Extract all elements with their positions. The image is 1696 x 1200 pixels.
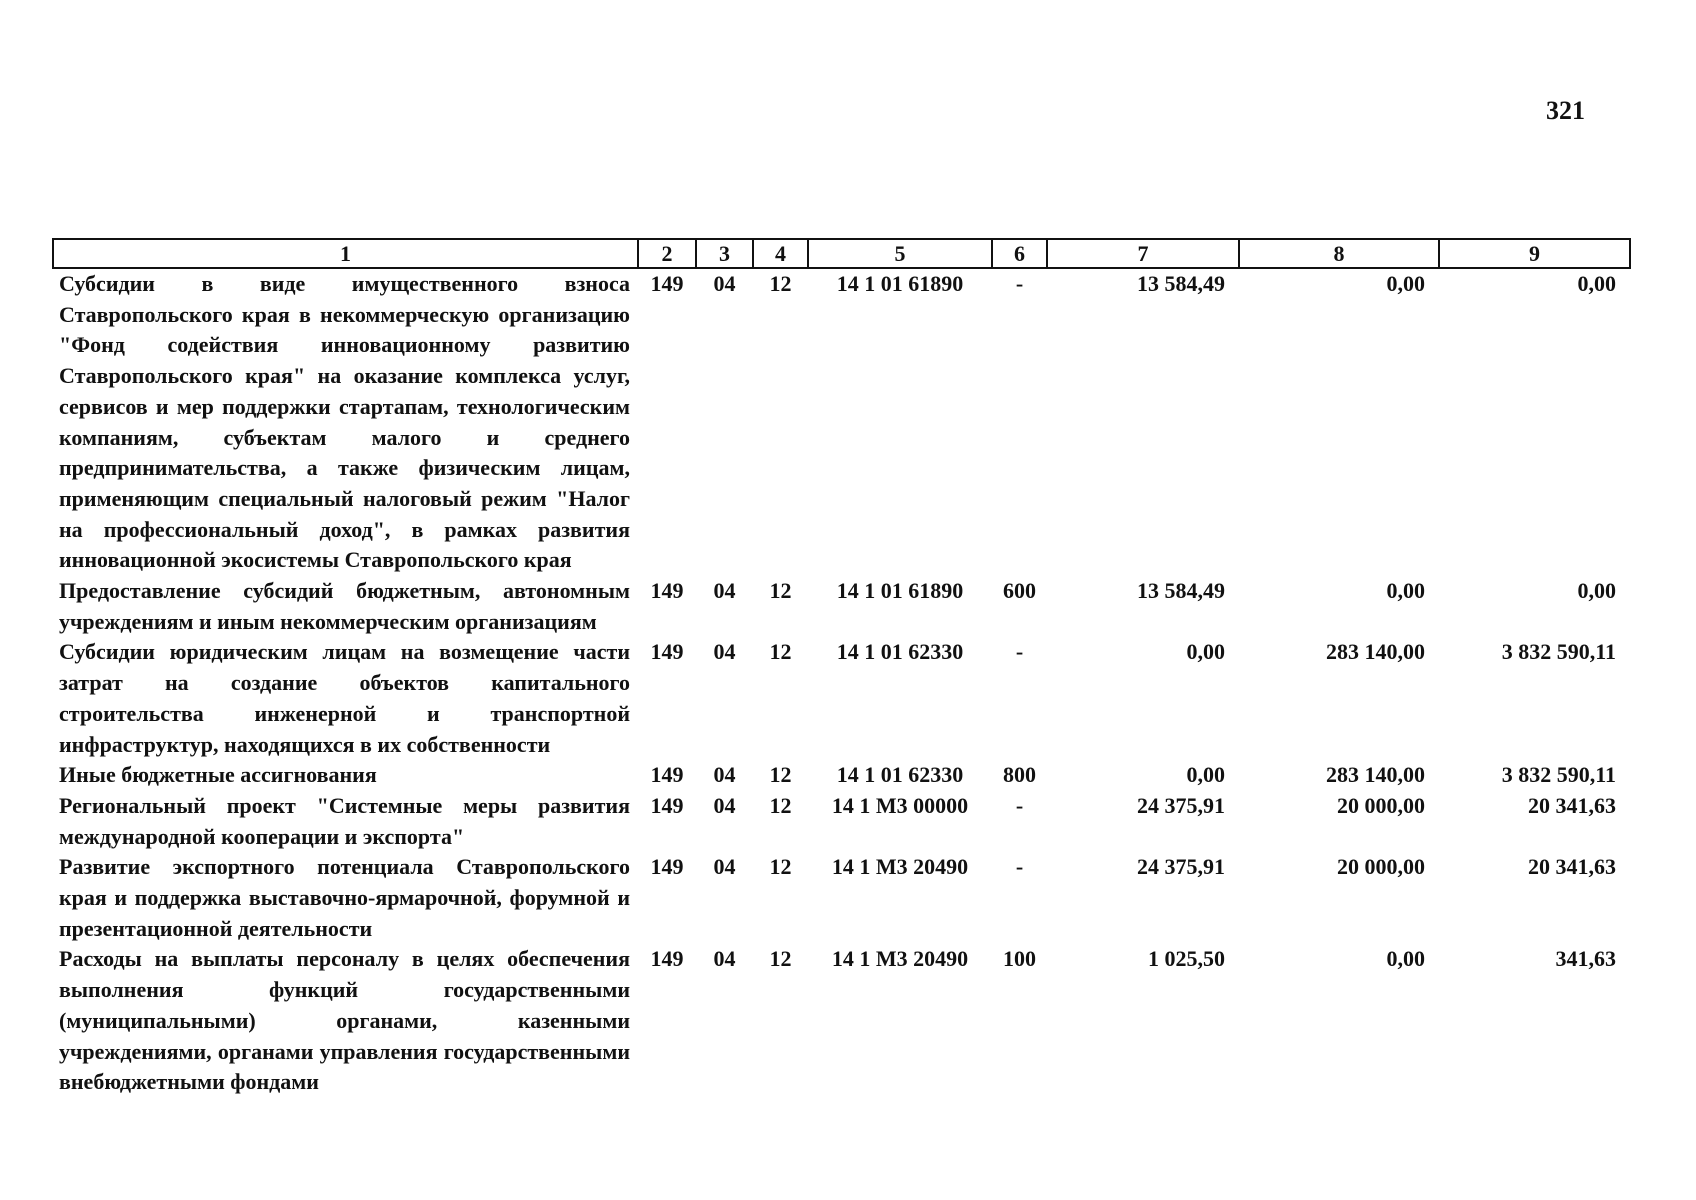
cell-col9: 0,00 — [1577, 271, 1616, 296]
cell-col3: 04 — [713, 792, 736, 818]
header-cell-2: 2 — [638, 239, 696, 268]
header-cell-4: 4 — [753, 239, 808, 268]
cell-col6: - — [1015, 792, 1024, 818]
cell-col7: 0,00 — [1186, 639, 1225, 665]
cell-col8: 20 000,00 — [1337, 792, 1425, 818]
cell-col5: 14 1 01 62330 — [836, 639, 964, 665]
table-row — [53, 268, 1630, 576]
cell-col2: 149 — [650, 946, 684, 972]
cell-col3: 04 — [713, 854, 736, 880]
cell-col3: 04 — [713, 578, 736, 604]
header-row — [53, 239, 1630, 268]
cell-col2: 149 — [650, 854, 684, 880]
row-name: Расходы на выплаты персоналу в целях обеспечения выполнения функций государственными (муниципальными) органами, казенными учреждениями, органами управления государственными внебюджетными фондами — [59, 946, 630, 1095]
cell-col5: 14 1 01 62330 — [836, 762, 964, 788]
cell-col8: 0,00 — [1386, 578, 1425, 604]
cell-col9: 3 832 590,11 — [1501, 639, 1616, 665]
cell-col3: 04 — [713, 762, 736, 788]
cell-col7: 1 025,50 — [1148, 946, 1225, 972]
cell-col7: 0,00 — [1186, 762, 1225, 788]
cell-col4: 12 — [769, 792, 792, 818]
cell-col9: 3 832 590,11 — [1501, 762, 1616, 788]
cell-col6: - — [1015, 271, 1024, 296]
cell-col5: 14 1 М3 20490 — [831, 854, 969, 880]
header-cell-5: 5 — [808, 239, 992, 268]
cell-col5: 14 1 М3 20490 — [831, 946, 969, 972]
header-cell-7: 7 — [1047, 239, 1239, 268]
cell-col4: 12 — [769, 639, 792, 665]
row-name: Субсидии юридическим лицам на возмещение части затрат на создание объектов капитального строительства инженерной и транспортной инфраструктур, находящихся в их собственности — [59, 639, 630, 757]
header-cell-8: 8 — [1239, 239, 1439, 268]
cell-col9: 0,00 — [1577, 578, 1616, 604]
cell-col7: 24 375,91 — [1137, 854, 1225, 880]
cell-col2: 149 — [650, 762, 684, 788]
cell-col4: 12 — [769, 271, 792, 296]
cell-col4: 12 — [769, 762, 792, 788]
row-name: Субсидии в виде имущественного взноса Ставропольского края в некоммерческую организацию "Фонд содействия инновационному развитию Ставропольского края" на оказание комплекса услуг, сервисов и мер поддержки стартапам, технологическим компаниям, субъектам малого и среднего предпринимательства, а также физическим лицам, применяющим специальный налоговый режим "Налог на профессиональный доход", в рамках развития инновационной экосистемы Ставропольского края — [59, 271, 630, 573]
row-name: Региональный проект "Системные меры развития международной кооперации и экспорта" — [59, 792, 630, 849]
cell-col7: 13 584,49 — [1137, 271, 1225, 296]
cell-col2: 149 — [650, 271, 684, 296]
header-cell-6: 6 — [992, 239, 1047, 268]
cell-col8: 20 000,00 — [1337, 854, 1425, 880]
cell-col5: 14 1 01 61890 — [836, 578, 964, 604]
table-row — [53, 791, 1630, 852]
table-row — [53, 637, 1630, 760]
cell-col6: 600 — [1003, 578, 1036, 604]
cell-col4: 12 — [769, 578, 792, 604]
cell-col7: 24 375,91 — [1137, 792, 1225, 818]
cell-col2: 149 — [650, 578, 684, 604]
cell-col3: 04 — [713, 639, 736, 665]
table-row — [53, 576, 1630, 637]
table-row — [53, 944, 1630, 1098]
cell-col5: 14 1 М3 00000 — [831, 792, 969, 818]
cell-col5: 14 1 01 61890 — [836, 271, 964, 296]
budget-table — [52, 238, 1631, 1098]
cell-col8: 0,00 — [1386, 946, 1425, 972]
cell-col8: 0,00 — [1386, 271, 1425, 296]
cell-col9: 20 341,63 — [1528, 792, 1616, 818]
cell-col8: 283 140,00 — [1326, 762, 1425, 788]
table-row — [53, 852, 1630, 944]
row-name: Иные бюджетные ассигнования — [59, 762, 377, 788]
cell-col7: 13 584,49 — [1137, 578, 1225, 604]
cell-col4: 12 — [769, 946, 792, 972]
header-cell-9: 9 — [1439, 239, 1630, 268]
cell-col3: 04 — [713, 946, 736, 972]
page-number: 321 — [1546, 96, 1585, 125]
row-name: Предоставление субсидий бюджетным, автономным учреждениям и иным некоммерческим организациям — [59, 578, 630, 634]
header-cell-3: 3 — [696, 239, 753, 268]
header-cell-1: 1 — [53, 239, 638, 268]
cell-col3: 04 — [713, 271, 736, 296]
table-row — [53, 760, 1630, 791]
cell-col4: 12 — [769, 854, 792, 880]
row-name: Развитие экспортного потенциала Ставропольского края и поддержка выставочно-ярмарочной, форумной и презентационной деятельности — [59, 854, 630, 941]
cell-col9: 20 341,63 — [1528, 854, 1616, 880]
cell-col2: 149 — [650, 639, 684, 665]
cell-col6: 100 — [1003, 946, 1036, 972]
cell-col9: 341,63 — [1555, 946, 1616, 972]
cell-col6: 800 — [1003, 762, 1036, 788]
cell-col6: - — [1015, 854, 1024, 880]
cell-col2: 149 — [650, 792, 684, 818]
cell-col8: 283 140,00 — [1326, 639, 1425, 665]
cell-col6: - — [1015, 639, 1024, 665]
